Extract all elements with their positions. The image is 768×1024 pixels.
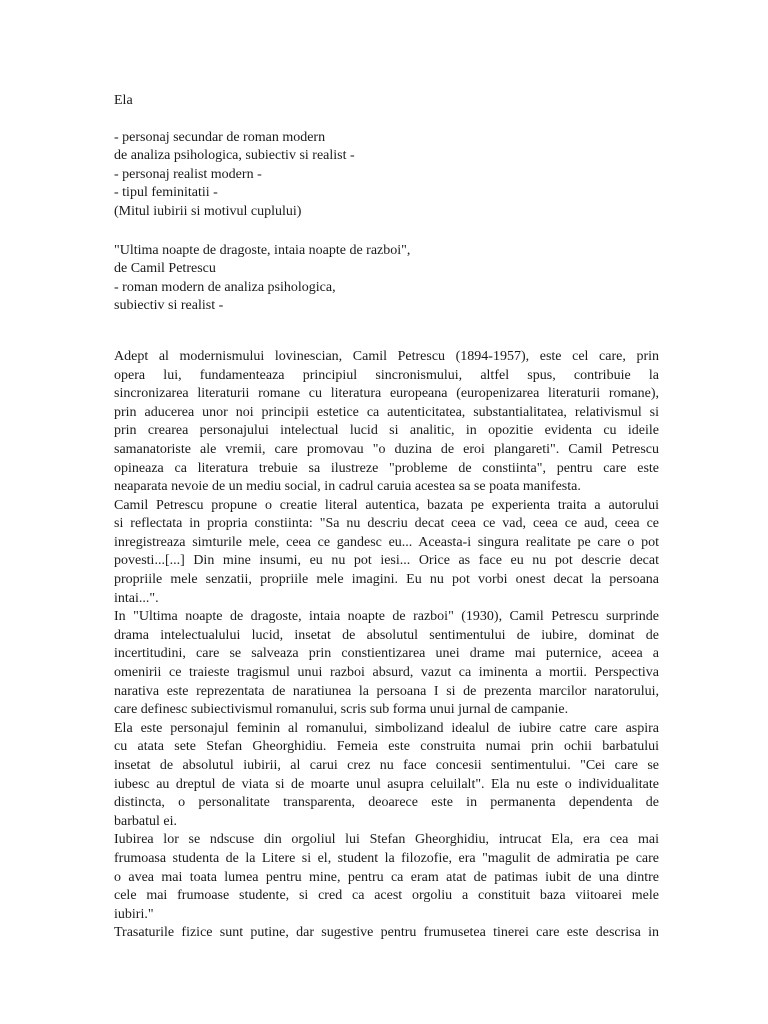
work-line: de Camil Petrescu bbox=[114, 261, 216, 277]
body-line: iubesc au dreptul de viata si de moarte unul asupra celuilalt". Ela nu este o individualitate bbox=[114, 776, 659, 792]
body-line: insetat de absolutul iubirii, al carui crez nu face concesii sentimentului. "Cei care se bbox=[114, 758, 659, 773]
document-page bbox=[114, 92, 659, 943]
body-line: propriile mele senzatii, propriile mele imagini. Eu nu pot vorbi onest decat la persoana bbox=[114, 572, 659, 588]
intro-line: de analiza psihologica, subiectiv si realist - bbox=[114, 148, 355, 164]
body-line: inregistreaza simturile mele, ceea ce gandesc eu... Aceasta-i singura realitate pe care o pot bbox=[114, 534, 659, 550]
body-line: drama intelectualului lucid, insetat de absolutul sentimentului de iubire, dominat de bbox=[114, 627, 659, 643]
body-line: omenirii ce traieste tragismul unui razboi absurd, vazut ca iminenta a mortii. Perspectiva bbox=[114, 665, 659, 681]
body-text bbox=[114, 348, 659, 943]
work-line: "Ultima noapte de dragoste, intaia noapte de razboi", bbox=[114, 242, 411, 258]
body-line: Iubirea lor se ndscuse din orgoliul lui Stefan Gheorghidiu, intrucat Ela, era cea mai bbox=[114, 832, 659, 848]
body-line: o avea mai toata lumea pentru mine, pentru ca eram atat de patimas iubit de una dintre bbox=[114, 869, 659, 885]
body-line: barbatul ei. bbox=[114, 813, 177, 829]
work-line: subiectiv si realist - bbox=[114, 298, 224, 314]
body-line: intai...". bbox=[114, 590, 159, 606]
intro-line: - personaj realist modern - bbox=[114, 166, 262, 182]
body-line: iubiri." bbox=[114, 906, 154, 922]
body-line: povesti...[...] Din mine insumi, eu nu pot iesi... Orice as face eu nu pot descrie decat bbox=[114, 553, 659, 569]
intro-line: (Mitul iubirii si motivul cuplului) bbox=[114, 203, 302, 219]
body-line: Ela este personajul feminin al romanului, simbolizand idealul de iubire catre care aspira bbox=[114, 720, 659, 736]
body-line: opineaza ca literatura trebuie sa ilustreze "probleme de constiinta", pentru care este bbox=[114, 460, 659, 476]
work-block bbox=[114, 242, 659, 316]
body-line: neaparata nevoie de un mediu social, in cadrul caruia acestea sa se poata manifesta. bbox=[114, 479, 581, 495]
body-line: incertitudini, care se salveaza prin constientizarea unei drame mai puternice, aceea a bbox=[114, 646, 659, 662]
body-line: opera lui, fundamenteaza principiul sincronismului, altfel spus, contribuie la bbox=[114, 367, 659, 383]
body-line: Camil Petrescu propune o creatie literal autentica, bazata pe experienta traita a autorului bbox=[114, 497, 659, 513]
body-line: distincta, o personalitate transparenta, deoarece este in permanenta dependenta de bbox=[114, 795, 659, 811]
body-line: prin aducerea unor noi principii estetice ca autenticitatea, substantialitatea, relativismul si bbox=[114, 404, 659, 420]
intro-line: - tipul feminitatii - bbox=[114, 185, 218, 201]
body-line: si reflectata in propria constiinta: "Sa nu descriu decat ceea ce vad, ceea ce aud, ceea ce bbox=[114, 516, 659, 532]
body-line: narativa este reprezentata de naratiunea la persoana I si de prezenta marcilor naratorului, bbox=[114, 683, 659, 699]
document-title: Ela bbox=[114, 93, 133, 108]
body-line: cu atata sete Stefan Gheorghidiu. Femeia este construita numai prin ochii barbatului bbox=[114, 739, 659, 755]
work-line: - roman modern de analiza psihologica, bbox=[114, 279, 336, 295]
body-line: care definesc subiectivismul romanului, scris sub forma unui jurnal de campanie. bbox=[114, 702, 569, 718]
intro-line: - personaj secundar de roman modern bbox=[114, 129, 326, 145]
body-line: cele mai frumoase studente, si cred ca acest orgoliu a constituit baza viitoarei mele bbox=[114, 888, 659, 904]
body-line: frumoasa studenta de la Litere si el, student la filozofie, era "magulit de admiratia pe care bbox=[114, 850, 659, 866]
body-line: prin crearea personajului intelectual lucid si analitic, in opozitie evidenta cu ideile bbox=[114, 423, 659, 439]
body-line: samanatoriste ale vremii, care promovau "o duzina de eroi plangareti". Camil Petrescu bbox=[114, 441, 659, 457]
body-line: Adept al modernismului lovinescian, Camil Petrescu (1894-1957), este cel care, prin bbox=[114, 348, 659, 364]
body-line: In "Ultima noapte de dragoste, intaia noapte de razboi" (1930), Camil Petrescu surprinde bbox=[114, 609, 659, 625]
body-line: Trasaturile fizice sunt putine, dar sugestive pentru frumusetea tinerei care este descrisa in bbox=[114, 925, 659, 941]
body-line: sincronizarea literaturii romane cu literatura europeana (europenizarea literaturii romane), bbox=[114, 386, 659, 402]
intro-block bbox=[114, 129, 659, 222]
